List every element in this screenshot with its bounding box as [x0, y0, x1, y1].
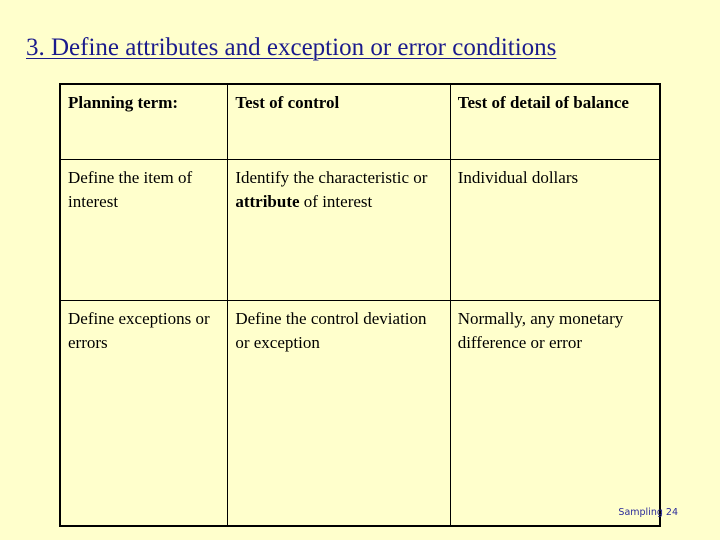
cell-text: Identify the characteristic or — [235, 168, 428, 187]
attribute-emphasis: attribute — [235, 192, 300, 211]
table-header-row — [60, 84, 660, 160]
header-test-of-detail: Test of detail of balance — [450, 84, 660, 160]
cell-test-of-control: Define the control deviation or exception — [228, 301, 450, 527]
slide-title: 3. Define attributes and exception or error conditions — [26, 34, 557, 61]
table-row — [60, 160, 660, 301]
cell-test-of-detail: Individual dollars — [450, 160, 660, 301]
cell-text: of interest — [299, 192, 373, 211]
cell-planning-term: Define the item of interest — [60, 160, 228, 301]
slide-footer: Sampling 24 — [618, 507, 678, 518]
cell-test-of-detail: Normally, any monetary difference or error — [450, 301, 660, 527]
header-test-of-control: Test of control — [228, 84, 450, 160]
planning-table — [59, 83, 661, 527]
cell-test-of-control — [228, 160, 450, 301]
cell-planning-term: Define exceptions or errors — [60, 301, 228, 527]
table-row — [60, 301, 660, 527]
header-planning-term: Planning term: — [60, 84, 228, 160]
